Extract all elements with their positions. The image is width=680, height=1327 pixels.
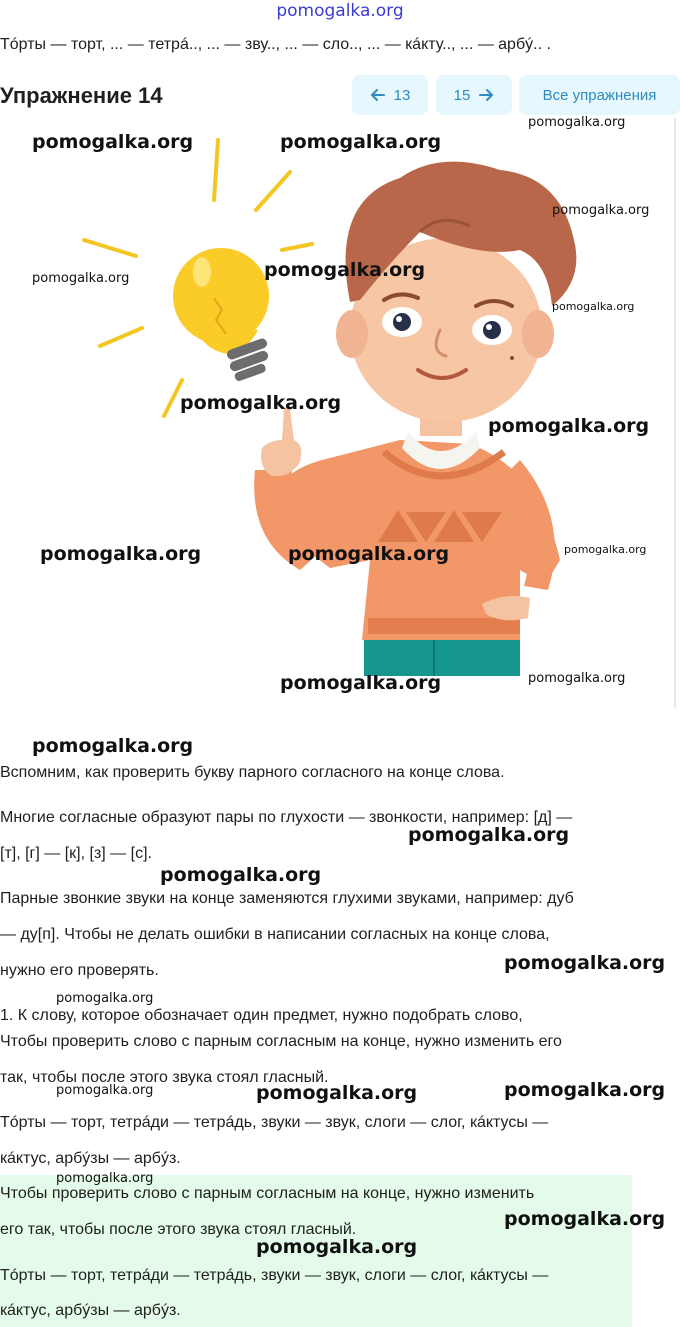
watermark: pomogalka.org: [40, 543, 202, 565]
paragraph-pairs-2: [т], [г] — [к], [з] — [с].: [0, 845, 152, 862]
answer-example-1: Тóрты — торт, тетрáди — тетрáдь, звуки — звук, слоги — слог, кáктусы —: [0, 1267, 549, 1284]
watermark: pomogalka.org: [32, 131, 194, 153]
answer-line-2: его так, чтобы после этого звука стоял гласный.: [0, 1221, 357, 1238]
task-top-line: Тóрты — торт, ... — тетрá.., ... — зву.., ... — сло.., ... — кáкту.., ... — арбý.. .: [0, 36, 551, 53]
site-watermark-top: pomogalka.org: [276, 1, 404, 21]
example-line-2: кáктус, арбýзы — арбýз.: [0, 1150, 181, 1167]
next-exercise-button[interactable]: [436, 75, 512, 115]
arrow-right-icon: [478, 87, 494, 103]
example-line-1: Тóрты — торт, тетрáди — тетрáдь, звуки — звук, слоги — слог, кáктусы —: [0, 1114, 549, 1131]
watermark: pomogalka.org: [264, 259, 426, 281]
paragraph-step-3: так, чтобы после этого звука стоял гласный.: [0, 1069, 329, 1086]
paragraph-step-1: 1. К слову, которое обозначает один предмет, нужно подобрать слово,: [0, 1007, 523, 1024]
watermark: pomogalka.org: [180, 392, 342, 414]
watermark: pomogalka.org: [564, 543, 647, 556]
paragraph-pairs-1: Многие согласные образуют пары по глухости — звонкости, например: [д] —: [0, 809, 573, 826]
answer-example-2: кáктус, арбýзы — арбýз.: [0, 1302, 181, 1319]
watermark: pomogalka.org: [256, 1082, 418, 1104]
watermark: pomogalka.org: [160, 864, 322, 886]
scroll-track: [674, 118, 676, 708]
exercise-title: Упражнение 14: [0, 83, 163, 108]
watermark: pomogalka.org: [280, 672, 442, 694]
paragraph-rule-1: Парные звонкие звуки на конце заменяются глухими звуками, например: дуб: [0, 890, 574, 907]
watermark: pomogalka.org: [256, 1236, 418, 1258]
watermark: pomogalka.org: [552, 300, 635, 313]
answer-line-1: Чтобы проверить слово с парным согласным на конце, нужно изменить: [0, 1185, 535, 1202]
watermark: pomogalka.org: [288, 543, 450, 565]
prev-exercise-label: 13: [393, 86, 411, 104]
watermark: pomogalka.org: [56, 1083, 154, 1098]
paragraph-rule-2: — ду[п]. Чтобы не делать ошибки в написании согласных на конце слова,: [0, 926, 550, 943]
watermark: pomogalka.org: [408, 824, 570, 846]
watermark: pomogalka.org: [528, 115, 626, 130]
paragraph-rule-3: нужно его проверять.: [0, 962, 159, 979]
paragraph-intro: Вспомним, как проверить букву парного согласного на конце слова.: [0, 764, 505, 781]
watermark: pomogalka.org: [32, 271, 130, 286]
arrow-left-icon: [370, 87, 386, 103]
watermark: pomogalka.org: [32, 735, 194, 757]
watermark: pomogalka.org: [504, 1208, 666, 1230]
watermark: pomogalka.org: [280, 131, 442, 153]
all-exercises-button[interactable]: Все упражнения: [519, 75, 680, 115]
next-exercise-label: 15: [453, 86, 471, 104]
watermark: pomogalka.org: [552, 203, 650, 218]
watermark: pomogalka.org: [56, 991, 154, 1006]
watermark: pomogalka.org: [504, 1079, 666, 1101]
watermark: pomogalka.org: [488, 415, 650, 437]
watermark: pomogalka.org: [528, 671, 626, 686]
watermark: pomogalka.org: [504, 952, 666, 974]
watermark: pomogalka.org: [56, 1171, 154, 1186]
paragraph-step-2: Чтобы проверить слово с парным согласным на конце, нужно изменить его: [0, 1033, 562, 1050]
prev-exercise-button[interactable]: [352, 75, 428, 115]
